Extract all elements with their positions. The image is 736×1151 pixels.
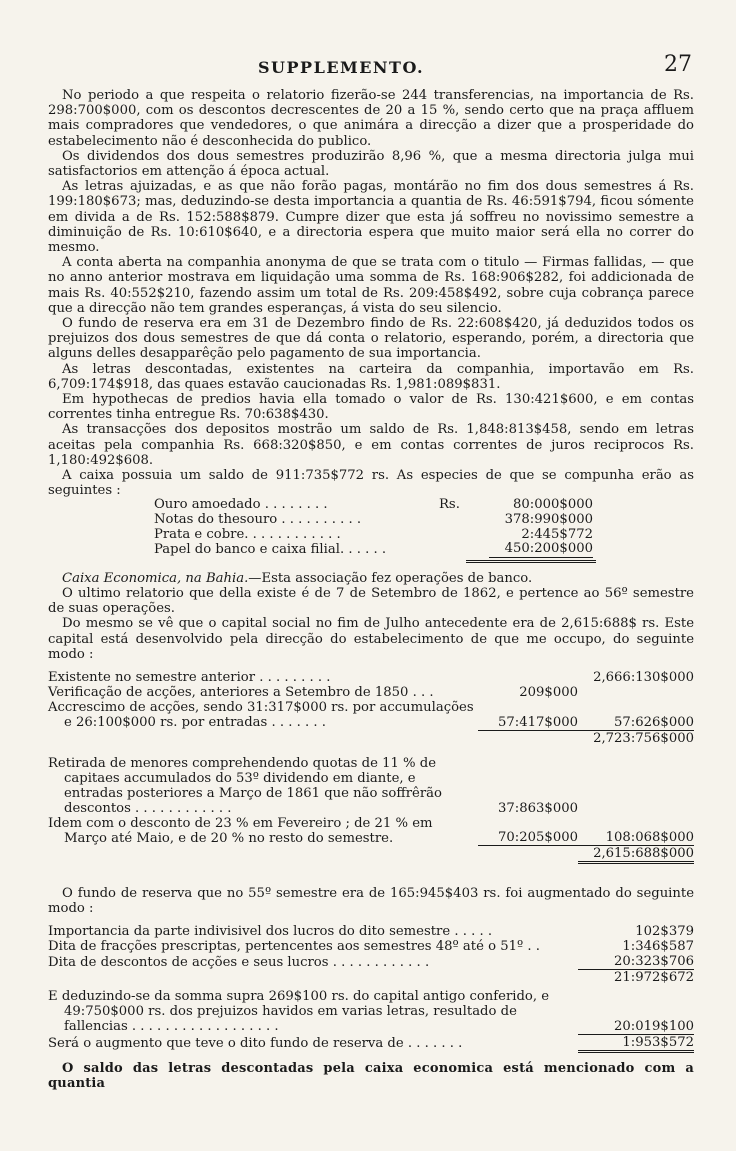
paragraph-deposits: As transacções dos depositos mostrão um saldo de Rs. 1,848:813$458, sendo em letras aceitas pela companhia Rs. 668:320$850, e em contas correntes de juros reciprocos Rs. 1,180:492$608. bbox=[48, 422, 694, 468]
body-text bbox=[48, 88, 694, 1091]
table-row: Retirada de menores comprehendendo quotas de 11 % de capitaes accumulados do 53º dividendo em diante, e entradas posteriores a Março de 1861 que não soffrêrão descontos . . . . . . . . . . . . 37:863$000 bbox=[48, 755, 578, 816]
capital-row-desc: Existente no semestre anterior bbox=[48, 670, 256, 686]
table-row: Existente no semestre anterior . . . . . . . . . 2,666:130$000 bbox=[48, 670, 694, 686]
paragraph-reserve-fund: O fundo de reserva era em 31 de Dezembro findo de Rs. 22:608$420, já deduzidos todos os prejuizos dos dous semestres de que dá conta o relatorio, esperando, porém, a directoria que alguns delles desapparêção pelo pagamento de sua importancia. bbox=[48, 316, 694, 362]
paragraph-social-capital: Do mesmo se vê que o capital social no fim de Julho antecedente era de 2,615:688$ rs. Este capital está desenvolvido pela direcção do estabelecimento de que me occupo, do seguinte modo : bbox=[48, 616, 694, 662]
table-row: Será o augmento que teve o dito fundo de reserva de . . . . . . . 1:953$572 bbox=[48, 1034, 694, 1052]
species-label: Papel do banco e caixa filial bbox=[154, 541, 340, 557]
paragraph-mortgages: Em hypothecas de predios havia ella tomado o valor de Rs. 130:421$600, e em contas correntes tinha entregue Rs. 70:638$430. bbox=[48, 392, 694, 423]
species-currency: Rs. bbox=[439, 497, 460, 513]
species-row: Prata e cobre. . . . . . . . . . . . 2:445$772 bbox=[154, 526, 593, 542]
capital-row-value: 70:205$000 bbox=[478, 816, 578, 846]
capital-row-value: 108:068$000 bbox=[578, 816, 694, 846]
reserve-row-desc: Importancia da parte indivisivel dos lucros do dito semestre bbox=[48, 924, 451, 940]
table-row bbox=[48, 846, 694, 863]
paragraph-last-report: O ultimo relatorio que della existe é de 7 de Setembro de 1862, e pertence ao 56º semestre de suas operações. bbox=[48, 586, 694, 617]
reserve-row-desc: Será o augmento que teve o dito fundo de reserva de bbox=[48, 1036, 404, 1052]
caixa-heading: Caixa Economica, na Bahia. bbox=[62, 570, 249, 586]
capital-row-value: 2,666:130$000 bbox=[593, 670, 694, 686]
caixa-heading-rest: —Esta associação fez operações de banco. bbox=[248, 570, 533, 586]
species-label: Prata e cobre bbox=[154, 526, 245, 542]
table-row: E deduzindo-se da somma supra 269$100 rs. do capital antigo conferido, e 49:750$000 rs. dos prejuizos havidos em varias letras, resultado de fallencias . . . . . . . . . . . . . . . . . . 20:019$100 bbox=[48, 989, 694, 1035]
paragraph-final: O saldo das letras descontadas pela caixa economica está mencionado com a quantia bbox=[48, 1060, 694, 1092]
capital-subtotal: 2,723:756$000 bbox=[593, 730, 694, 746]
paragraph-dividends: Os dividendos dos dous semestres produzirão 8,96 %, que a mesma directoria julga mui satisfactorios em attenção á época actual. bbox=[48, 148, 694, 180]
capital-total: 2,615:688$000 bbox=[578, 846, 694, 863]
species-value: 80:000$000 bbox=[513, 497, 593, 513]
species-row: Papel do banco e caixa filial. . . . . . 450:200$000 bbox=[154, 541, 593, 557]
capital-row-value: 209$000 bbox=[519, 685, 578, 701]
species-label: Notas do thesouro bbox=[154, 512, 278, 528]
table-row: Idem com o desconto de 23 % em Fevereiro ; de 21 % em Março até Maio, e de 20 % no resto do semestre. 70:205$000 108:068$000 bbox=[48, 815, 694, 846]
caixa-heading-paragraph bbox=[48, 571, 694, 586]
capital-row-desc: Verificação de acções, anteriores a Setembro de 1850 bbox=[48, 685, 409, 701]
reserve-table bbox=[48, 924, 694, 1053]
paragraph-letters-sued: As letras ajuizadas, e as que não forão pagas, montárão no fim dos dous semestres á Rs. 199:180$673; mas, deduzindo-se desta importancia a quantia de Rs. 46:591$794, ficou sómente em divida a de Rs. 152:588$879. Cumpre dizer que esta já soffreu no novissimo semestre a diminuição de Rs. 10:610$640, e a directoria espera que muito maior será ella no correr do mesmo. bbox=[48, 179, 694, 256]
paragraph-discounted-letters: As letras descontadas, existentes na carteira da companhia, importavão em Rs. 6,709:174$918, das quaes estavão caucionadas Rs. 1,981:089$831. bbox=[48, 361, 694, 392]
capital-row-desc: Idem com o desconto de 23 % em Fevereiro ; de 21 % em Março até Maio, e de 20 % no resto do semestre bbox=[48, 815, 433, 846]
paragraph-failed-firms: A conta aberta na companhia anonyma de que se trata com o titulo — Firmas fallidas, — que no anno anterior mostrava em liquidação uma somma de Rs. 168:906$282, foi addicionada de mais Rs. 40:552$210, fazendo assim um total de Rs. 209:458$492, sobre cuja cobrança parece que a direcção não tem grandes esperanças, á vista do seu silencio. bbox=[48, 255, 694, 316]
capital-table bbox=[48, 670, 694, 864]
running-title: SUPPLEMENTO. bbox=[258, 58, 425, 77]
species-value: 378:990$000 bbox=[504, 512, 593, 528]
capital-row-desc: Accrescimo de acções, sendo 31:317$000 rs. por accumulações e 26:100$000 rs. por entradas bbox=[48, 700, 474, 731]
reserve-row-desc: Dita de descontos de acções e seus lucros bbox=[48, 954, 329, 970]
table-row: Accrescimo de acções, sendo 31:317$000 rs. por accumulações e 26:100$000 rs. por entradas . . . . . . . 57:417$000 57:626$000 bbox=[48, 700, 694, 731]
page-header bbox=[0, 52, 736, 82]
reserve-row-value: 102$379 bbox=[635, 924, 694, 940]
species-row: Notas do thesouro . . . . . . . . . . 378:990$000 bbox=[154, 512, 593, 528]
reserve-row-desc: E deduzindo-se da somma supra 269$100 rs. do capital antigo conferido, e 49:750$000 rs. dos prejuizos havidos em varias letras, resultado de fallencias bbox=[48, 989, 550, 1035]
capital-row-value: 57:417$000 bbox=[478, 700, 578, 730]
species-value: 2:445$772 bbox=[521, 526, 593, 542]
table-row bbox=[48, 970, 694, 986]
table-row bbox=[48, 730, 694, 746]
species-label: Ouro amoedado bbox=[154, 497, 261, 513]
table-row: Dita de fracções prescriptas, pertencentes aos semestres 48º até o 51º . . 1:346$587 bbox=[48, 939, 694, 955]
species-row: Ouro amoedado . . . . . . . . Rs. 80:000$000 bbox=[154, 497, 593, 513]
capital-row-value: 37:863$000 bbox=[498, 800, 578, 816]
reserve-row-value: 1:346$587 bbox=[622, 939, 694, 955]
paragraph-cash-balance: A caixa possuia um saldo de 911:735$772 rs. As especies de que se compunha erão as seguintes : bbox=[48, 468, 694, 499]
species-table bbox=[154, 498, 593, 557]
reserve-row-value: 20:323$706 bbox=[578, 954, 694, 970]
capital-row-value: 57:626$000 bbox=[578, 700, 694, 730]
table-row: Dita de descontos de acções e seus lucros . . . . . . . . . . . . 20:323$706 bbox=[48, 954, 694, 970]
reserve-augment-total: 1:953$572 bbox=[578, 1034, 694, 1051]
table-row: Importancia da parte indivisivel dos lucros do dito semestre . . . . . 102$379 bbox=[48, 924, 694, 940]
species-value: 450:200$000 bbox=[489, 542, 593, 557]
reserve-row-desc: Dita de fracções prescriptas, pertencentes aos semestres 48º até o 51º bbox=[48, 939, 524, 955]
page-number: 27 bbox=[664, 52, 692, 77]
reserve-sum: 21:972$672 bbox=[614, 970, 694, 986]
capital-row-desc: Retirada de menores comprehendendo quotas de 11 % de capitaes accumulados do 53º dividendo em diante, e entradas posteriores a Março de 1861 que não soffrêrão descontos bbox=[48, 755, 442, 816]
reserve-row-value: 20:019$100 bbox=[578, 989, 694, 1034]
table-row: Verificação de acções, anteriores a Setembro de 1850 . . . 209$000 bbox=[48, 685, 578, 701]
paragraph-reserve-intro: O fundo de reserva que no 55º semestre era de 165:945$403 rs. foi augmentado do seguinte modo : bbox=[48, 886, 694, 917]
paragraph-transfers: No periodo a que respeita o relatorio fizerão-se 244 transferencias, na importancia de Rs. 298:700$000, com os descontos decrescentes de 20 a 15 %, sendo certo que na praça affluem mais compradores que vendedores, o que animára a direcção a dizer que a prosperidade do estabelecimento não é desconhecida do publico. bbox=[48, 88, 694, 149]
